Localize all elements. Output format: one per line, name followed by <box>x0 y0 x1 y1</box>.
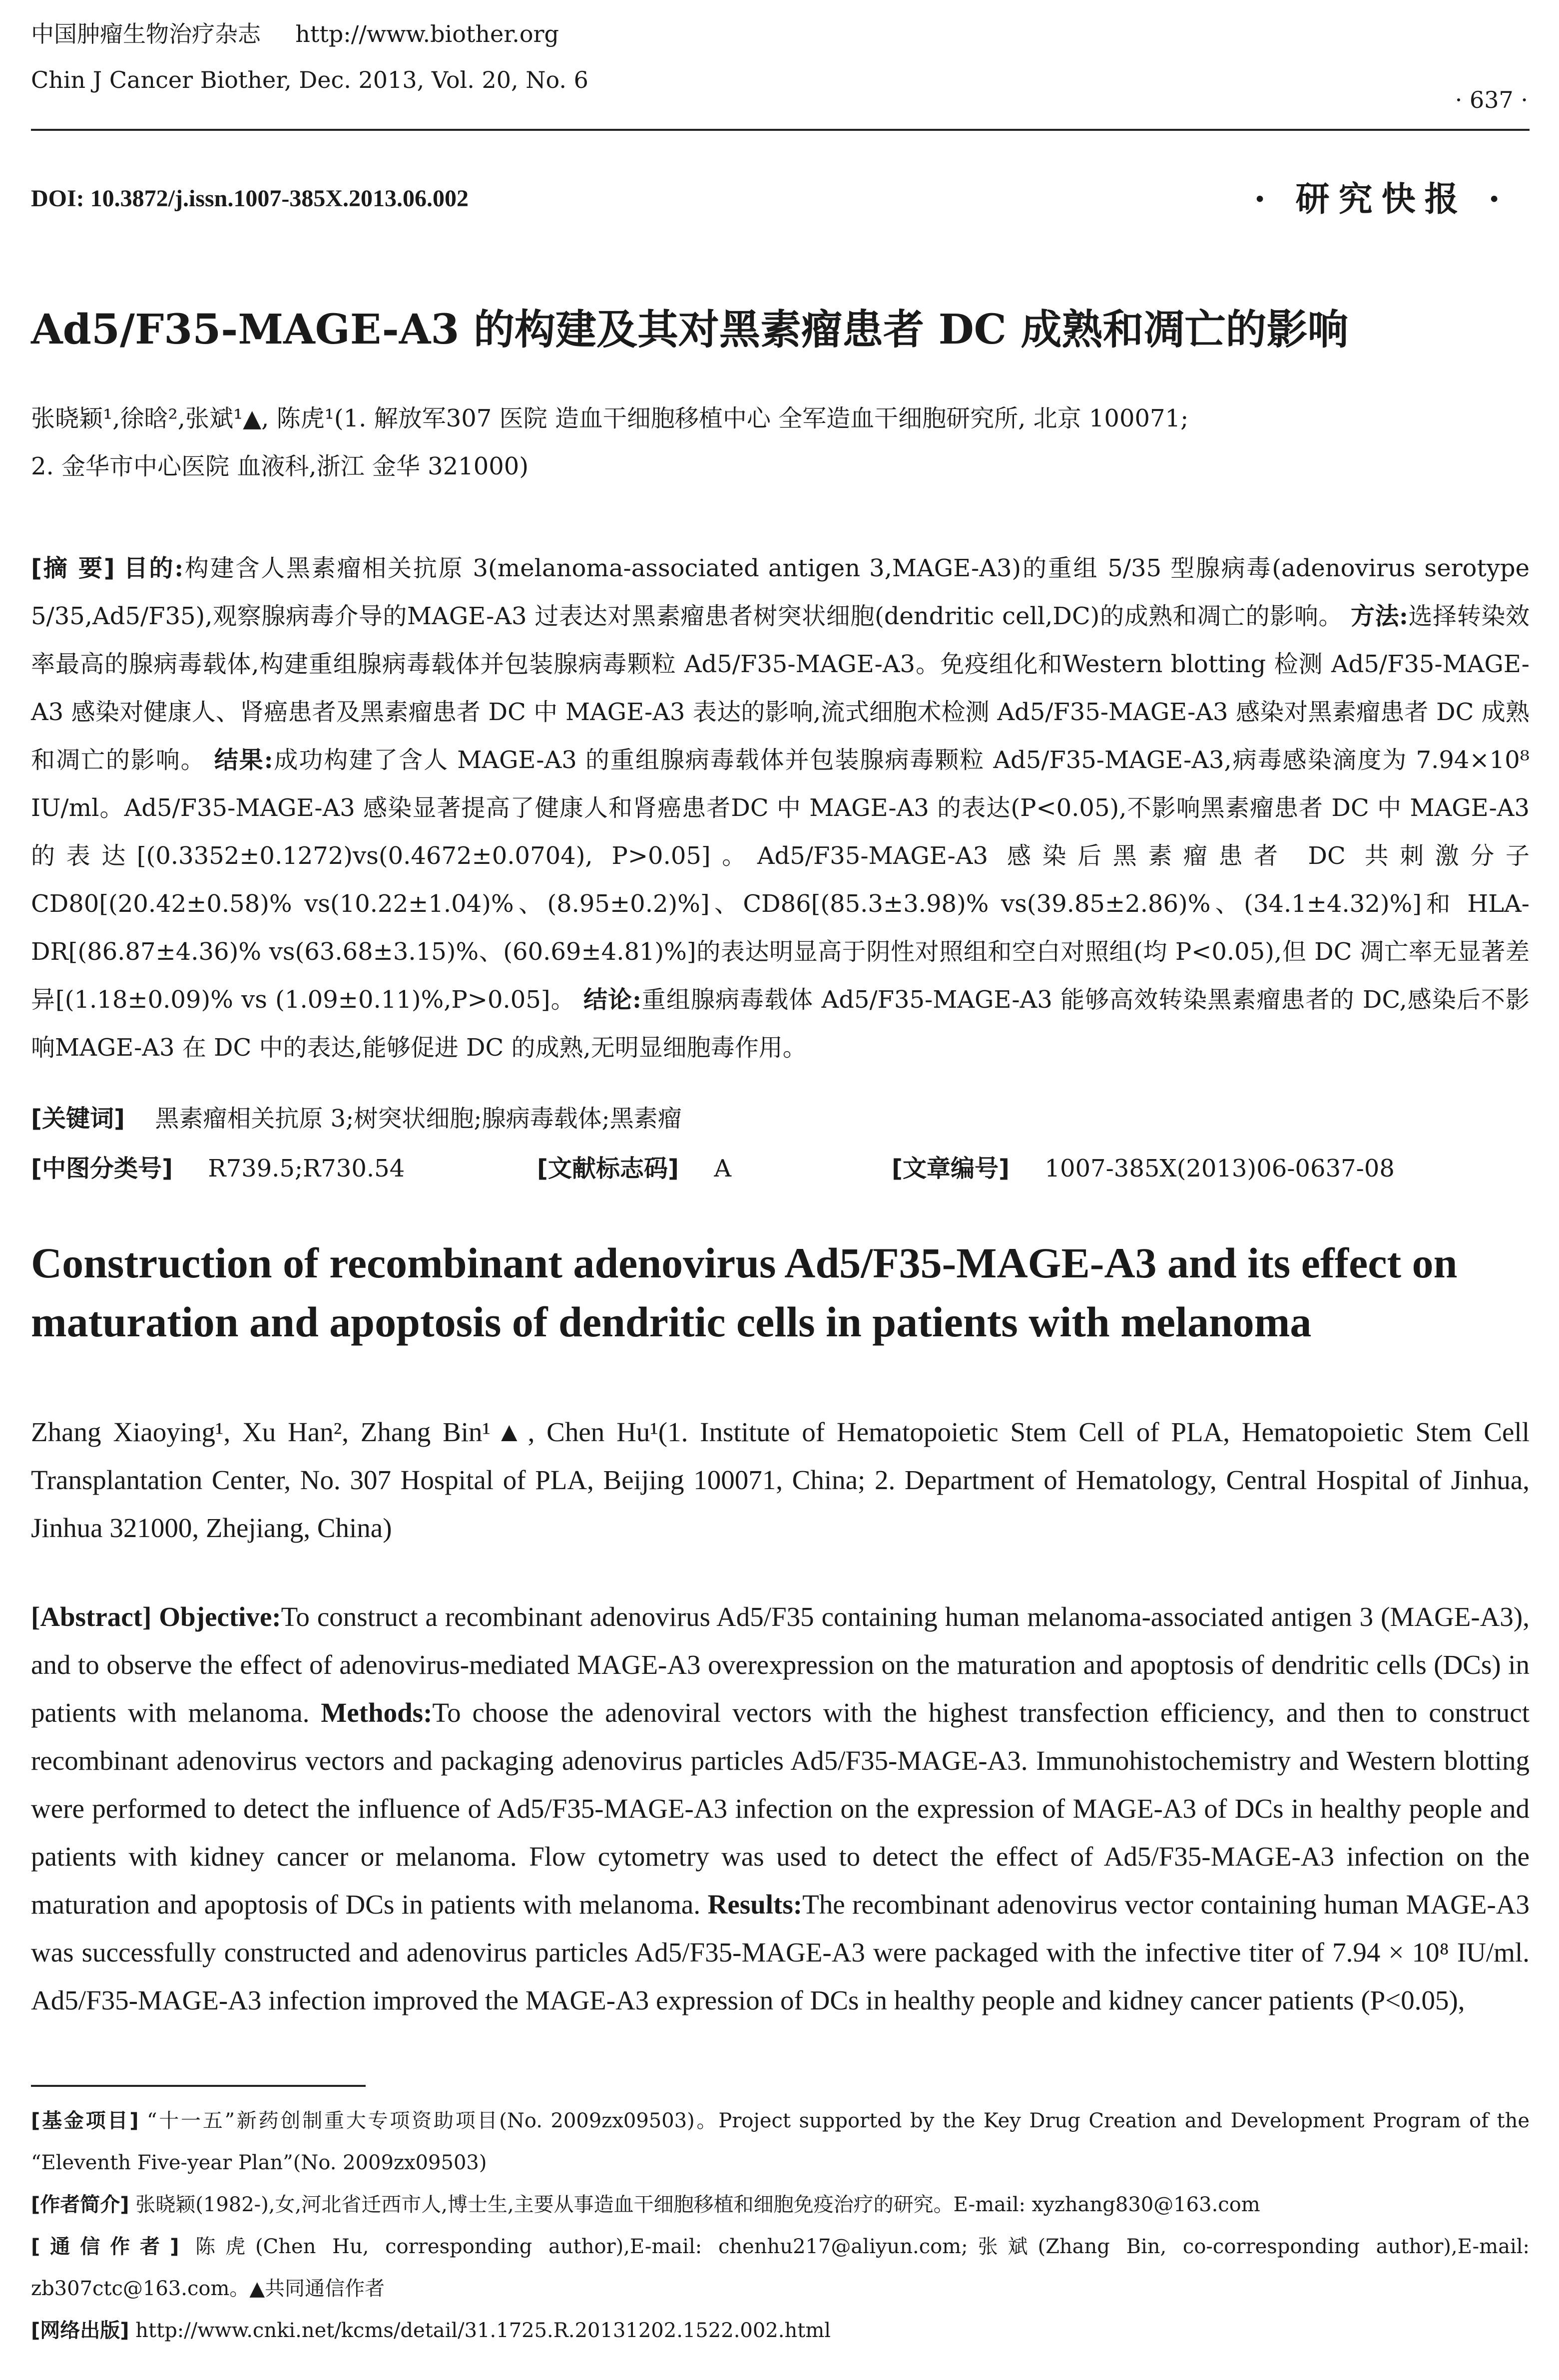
clc-value: R739.5;R730.54 <box>208 1155 405 1183</box>
online-publication-link[interactable]: http://www.cnki.net/kcms/detail/31.1725.R.20131202.1522.002.html <box>135 2319 831 2342</box>
methods-en: To choose the adenoviral vectors with the highest transfection efficiency, and then to construct recombinant adenovirus vectors and packaging adenovirus particles Ad5/F35-MAGE-A3. Immunohistochemistry and Western blotting were performed to detect the influence of Ad5/F35-MAGE-A3 infection on the expression of MAGE-A3 of DCs in healthy people and patients with kidney cancer or melanoma. Flow cytometry was used to detect the effect of Ad5/F35-MAGE-A3 infection on the maturation and apoptosis of DCs in patients with melanoma. <box>31 1697 1530 1920</box>
methods-cn: 选择转染效率最高的腺病毒载体,构建重组腺病毒载体并包装腺病毒颗粒 Ad5/F35-MAGE-A3。免疫组化和Western blotting 检测 Ad5/F35-MAGE-A3 感染对健康人、肾癌患者及黑素瘤患者 DC 中 MAGE-A3 表达的影响,流式细胞术检测 Ad5/F35-MAGE-A3 感染对黑素瘤患者 DC 成熟和凋亡的影响。 <box>31 602 1530 774</box>
doi: DOI: 10.3872/j.issn.1007-385X.2013.06.002 <box>31 185 469 212</box>
objective-cn: 构建含人黑素瘤相关抗原 3(melanoma-associated antigen 3,MAGE-A3)的重组 5/35 型腺病毒(adenovirus serotype 5/35,Ad5/F35),观察腺病毒介导的MAGE-A3 过表达对黑素瘤患者树突状细胞(dendritic cell,DC)的成熟和凋亡的影响。 <box>31 554 1530 630</box>
running-header <box>31 19 559 49</box>
conclusion-label-cn: 结论: <box>583 986 641 1014</box>
author-bio-label: [作者简介] <box>31 2193 129 2216</box>
correspondence-label: [通信作者] <box>31 2235 179 2258</box>
document-code-value: A <box>714 1155 732 1183</box>
methods-label-cn: 方法: <box>1350 602 1408 630</box>
document-code <box>537 1146 731 1191</box>
authors-cn-line2: 2. 金华市中心医院 血液科,浙江 金华 321000) <box>31 452 529 480</box>
authors-en: Zhang Xiaoying¹, Xu Han², Zhang Bin¹▲, Chen Hu¹(1. Institute of Hematopoietic Stem Cell of PLA, Hematopoietic Stem Cell Transplantation Center, No. 307 Hospital of PLA, Beijing 100071, China; 2. Department of Hematology, Central Hospital of Jinhua, Jinhua 321000, Zhejiang, China) <box>31 1417 1530 1543</box>
clc <box>31 1146 405 1191</box>
clc-label: [中图分类号] <box>31 1155 173 1183</box>
results-label-en: Results: <box>707 1889 803 1920</box>
online-publication-note <box>31 2310 1530 2352</box>
fund-text: “十一五”新药创制重大专项资助项目(No. 2009zx09503)。Project supported by the Key Drug Creation and Development Program of the “Eleventh Five-year Plan”(No. 2009zx09503) <box>31 2109 1530 2174</box>
authors-cn <box>31 395 1530 490</box>
article-number-value: 1007-385X(2013)06-0637-08 <box>1044 1155 1395 1183</box>
journal-name-cn: 中国肿瘤生物治疗杂志 <box>31 20 261 47</box>
online-publication-label: [网络出版] <box>31 2319 129 2342</box>
journal-citation: Chin J Cancer Biother, Dec. 2013, Vol. 20, No. 6 <box>31 66 588 93</box>
author-bio-text: 张晓颖(1982-),女,河北省迁西市人,博士生,主要从事造血干细胞移植和细胞免疫治疗的研究。E-mail: xyzhang830@163.com <box>135 2193 1260 2216</box>
objective-label-en: Objective: <box>159 1601 281 1632</box>
article-number <box>892 1146 1395 1191</box>
abstract-cn <box>31 544 1530 1072</box>
document-code-label: [文献标志码] <box>537 1155 679 1183</box>
author-bio-note <box>31 2184 1530 2226</box>
results-en: The recombinant adenovirus vector containing human MAGE-A3 was successfully constructed and adenovirus particles Ad5/F35-MAGE-A3 were packaged with the infective titer of 7.94 × 10⁸ IU/ml. Ad5/F35-MAGE-A3 infection improved the MAGE-A3 expression of DCs in healthy people and kidney cancer patients (P<0.05), <box>31 1889 1530 2015</box>
fund-note <box>31 2100 1530 2184</box>
page-number: · 637 · <box>1455 86 1528 113</box>
authors-cn-line1: 张晓颖¹,徐晗²,张斌¹▲, 陈虎¹(1. 解放军307 医院 造血干细胞移植中心 全军造血干细胞研究所, 北京 100071; <box>31 404 1189 432</box>
objective-en: To construct a recombinant adenovirus Ad5/F35 containing human melanoma-associated antigen 3 (MAGE-A3), and to observe the effect of adenovirus-mediated MAGE-A3 overexpression on the maturation and apoptosis of dendritic cells (DCs) in patients with melanoma. <box>31 1601 1530 1728</box>
fund-label: [基金项目] <box>31 2109 139 2132</box>
footnote-rule <box>31 2085 366 2087</box>
correspondence-text: 陈虎(Chen Hu, corresponding author),E-mail: chenhu217@aliyun.com;张斌(Zhang Bin, co-corresponding author),E-mail: zb307ctc@163.com。▲共同通信作者 <box>31 2235 1530 2300</box>
conclusion-cn: 重组腺病毒载体 Ad5/F35-MAGE-A3 能够高效转染黑素瘤患者的 DC,感染后不影响MAGE-A3 在 DC 中的表达,能够促进 DC 的成熟,无明显细胞毒作用。 <box>31 986 1530 1062</box>
keywords <box>31 1096 682 1141</box>
results-label-cn: 结果: <box>214 746 273 774</box>
footnotes <box>31 2100 1530 2352</box>
objective-label-cn: 目的: <box>123 554 184 582</box>
abstract-cn-label: [摘 要] <box>31 554 115 582</box>
keywords-value: 黑素瘤相关抗原 3;树突状细胞;腺病毒载体;黑素瘤 <box>155 1105 682 1133</box>
abstract-en-label: [Abstract] <box>31 1601 152 1632</box>
journal-url[interactable]: http://www.biother.org <box>295 20 559 47</box>
keywords-label: [关键词] <box>31 1105 125 1133</box>
correspondence-note <box>31 2226 1530 2310</box>
results-cn: 成功构建了含人 MAGE-A3 的重组腺病毒载体并包装腺病毒颗粒 Ad5/F35-MAGE-A3,病毒感染滴度为 7.94×10⁸ IU/ml。Ad5/F35-MAGE-A3 感染显著提高了健康人和肾癌患者DC 中 MAGE-A3 的表达(P<0.05),不影响黑素瘤患者 DC 中 MAGE-A3 的表达[(0.3352±0.1272)vs(0.4672±0.0704), P>0.05]。Ad5/F35-MAGE-A3 感染后黑素瘤患者 DC 共刺激分子 CD80[(20.42±0.58)% vs(10.22±1.04)%、(8.95±0.2)%]、CD86[(85.3±3.98)% vs(39.85±2.86)%、(34.1±4.32)%]和 HLA-DR[(86.87±4.36)% vs(63.68±3.15)%、(60.69±4.81)%]的表达明显高于阴性对照组和空白对照组(均 P<0.05),但 DC 凋亡率无显著差异[(1.18±0.09)% vs (1.09±0.11)%,P>0.05]。 <box>31 746 1530 1014</box>
header-rule <box>31 129 1530 131</box>
title-cn: Ad5/F35-MAGE-A3 的构建及其对黑素瘤患者 DC 成熟和凋亡的影响 <box>31 306 1349 354</box>
title-en: Construction of recombinant adenovirus Ad5/F35-MAGE-A3 and its effect on maturation and apoptosis of dendritic cells in patients with melanoma <box>31 1239 1458 1346</box>
article-number-label: [文章编号] <box>892 1155 1010 1183</box>
abstract-en <box>31 1593 1530 2024</box>
methods-label-en: Methods: <box>321 1697 433 1728</box>
column-label: · 研究快报 · <box>1254 179 1509 219</box>
